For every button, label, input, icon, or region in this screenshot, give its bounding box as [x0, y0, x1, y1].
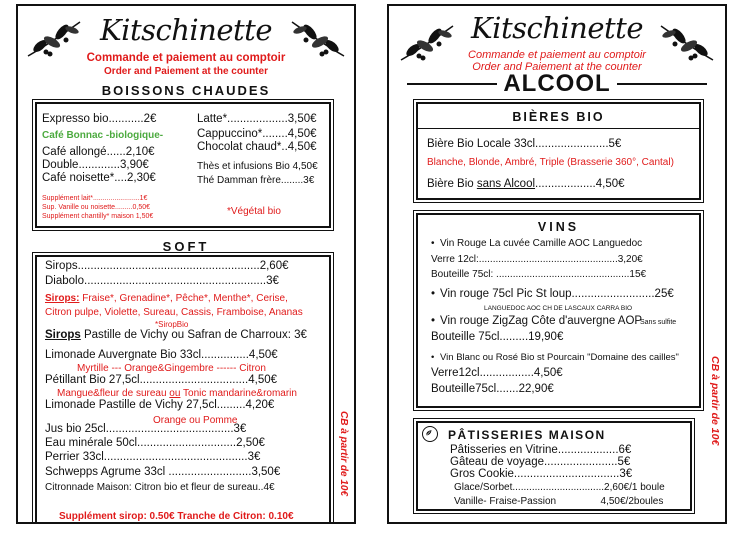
sirops-speciaux [45, 329, 307, 342]
item-patisseries-vitrine: Pâtisseries en Vitrine...................6€ [450, 444, 632, 456]
cb-minimum-note: CB à partir de 10€ [709, 356, 721, 446]
item-expresso: Expresso bio...........2€ [42, 113, 157, 125]
bieres-divider [418, 128, 699, 129]
item-petillant: Pétillant Bio 27,5cl..................................4,50€ [45, 374, 278, 386]
supplement-sirop-citron: Supplément sirop: 0.50€ Tranche de Citron: 0.10€ [59, 511, 294, 522]
item-glace-sorbet: Glace/Sorbet.................................2,60€/1 boule [454, 482, 665, 493]
biere-sans-price: ...................4,50€ [535, 178, 625, 190]
vin-pic-st-loup-origin: LANGUEDOC AOC CH DE LASCAUX CARRA BIO [484, 305, 633, 312]
order-note-fr: Commande et paiement au comptoir [86, 52, 286, 64]
cb-minimum-note: CB à partir de 10€ [338, 411, 349, 497]
item-sirops: Sirops.........................................................2,60€ [45, 260, 289, 272]
box-vins [416, 213, 701, 408]
sirops-list-text: Fraise*, Grenadine*, Pêche*, Menthe*, Cerise, [79, 293, 288, 304]
section-title-boissons: BOISSONS CHAUDES [101, 83, 271, 98]
item-biere-sans-alcool [427, 178, 625, 191]
vin-camille-verre: Verre 12cl:..................................................3,20€ [431, 254, 643, 265]
menu-page-alcool [387, 4, 727, 524]
order-note-fr: Commande et paiement au comptoir [468, 49, 646, 61]
item-gateau-voyage: Gâteau de voyage.......................5€ [450, 456, 631, 468]
sirops-speciaux-label: Sirops [45, 329, 81, 341]
item-vin-st-pourcain: • Vin Blanc ou Rosé Bio st Pourcain "Domaine des cailles" [440, 351, 679, 364]
supplement-lait: Supplément lait*........................1€ [42, 195, 148, 202]
item-latte: Latte*...................3,50€ [197, 113, 317, 125]
item-vin-camille: • Vin Rouge La cuvée Camille AOC Languedoc [440, 237, 642, 250]
box-patisseries [416, 421, 692, 511]
leaf-badge-icon [422, 426, 438, 442]
item-limonade: Limonade Auvergnate Bio 33cl...............4,50€ [45, 349, 278, 361]
biere-sans-label: sans Alcool [476, 178, 536, 190]
box-soft [35, 255, 331, 524]
petillant-or-underlined: ou [169, 388, 181, 399]
vin-camille-bouteille: Bouteille 75cl: ................................................15€ [431, 269, 647, 280]
vin-zigzag-bouteille: Bouteille 75cl.........19,90€ [431, 331, 564, 343]
item-cafe-noisette: Café noisette*....2,30€ [42, 172, 156, 184]
biere-types: Blanche, Blonde, Ambré, Triple (Brasserie 360°, Cantal) [427, 157, 674, 168]
section-title-patisseries: PÂTISSERIES MAISON [448, 428, 606, 442]
item-cafe-bonnac: Café Bonnac -biologique- [42, 130, 164, 141]
brand-title: Kitschinette [471, 11, 643, 45]
item-vin-pic-st-loup: • Vin rouge 75cl Pic St loup..........................25€ [440, 288, 674, 301]
item-gros-cookie: Gros Cookie.................................3€ [450, 468, 633, 480]
item-the-damman: Thé Damman frère........3€ [197, 175, 315, 186]
jus-flavours: Orange ou Pomme [153, 415, 238, 426]
section-title-soft: SOFT [162, 239, 210, 254]
item-citronnade: Citronnade Maison: Citron bio et fleur de sureau..4€ [45, 482, 275, 493]
item-eau: Eau minérale 50cl...............................2,50€ [45, 437, 265, 449]
box-boissons-chaudes [35, 102, 331, 228]
order-note-en: Order and Paiement at the counter [472, 61, 642, 73]
item-perrier: Perrier 33cl.............................................3€ [45, 451, 261, 463]
item-schwepps: Schwepps Agrume 33cl ..........................3,50€ [45, 466, 281, 478]
item-glace-2-boules: Vanille- Fraise-Passion 4,50€/2boules [454, 496, 664, 507]
supplement-chantilly: Supplément chantilly* maison 1,50€ [42, 213, 154, 220]
vin-zigzag-sulfite: Sans sulfite [640, 319, 677, 326]
order-note-en: Order and Paiement at the counter [104, 66, 268, 77]
item-double: Double.............3,90€ [42, 159, 149, 171]
sirop-bio-note: *SiropBio [155, 320, 189, 329]
vin-st-pourcain-bouteille: Bouteille75cl.......22,90€ [431, 383, 554, 395]
item-jus: Jus bio 25cl........................................3€ [45, 423, 247, 435]
item-thes: Thès et infusions Bio 4,50€ [197, 161, 318, 172]
sirops-list-label: Sirops: [45, 293, 80, 304]
item-cappuccino: Cappuccino*........4,50€ [197, 128, 317, 140]
vin-st-pourcain-verre: Verre12cl.................4,50€ [431, 367, 563, 379]
menu-page-boissons [16, 4, 356, 524]
section-title-alcool: ALCOOL [503, 70, 611, 97]
note-vegetal: *Végétal bio [227, 206, 281, 217]
item-vin-zigzag: • Vin rouge ZigZag Côte d'auvergne AOP [440, 315, 642, 328]
item-diabolo: Diabolo.........................................................3€ [45, 275, 279, 287]
sirops-speciaux-text: Pastille de Vichy ou Safran de Charroux: 3€ [80, 329, 307, 341]
limonade-flavours: Myrtille --- Orange&Gingembre ------ Citron [77, 363, 266, 374]
sirops-list-2: Citron pulpe, Violette, Sureau, Cassis, Framboise, Ananas [45, 307, 303, 318]
section-title-bieres: BIÈRES BIO [512, 110, 605, 124]
item-chocolat: Chocolat chaud*..4,50€ [197, 141, 317, 153]
biere-sans-prefix: Bière Bio [427, 178, 477, 190]
supplement-vanille: Sup. Vanille ou noisette.........0,50€ [42, 204, 151, 211]
item-cafe-allonge: Café allongé......2,10€ [42, 146, 155, 158]
box-bieres [416, 102, 701, 200]
item-biere-locale: Bière Bio Locale 33cl.......................5€ [427, 138, 622, 150]
item-limonade-vichy: Limonade Pastille de Vichy 27,5cl.........4,20€ [45, 399, 275, 411]
brand-title: Kitschinette [100, 13, 272, 47]
petillant-flavours: Mangue&fleur de sureau ou Tonic mandarine&romarin [57, 388, 297, 399]
sirops-list [45, 292, 288, 305]
section-title-vins: VINS [537, 220, 580, 234]
